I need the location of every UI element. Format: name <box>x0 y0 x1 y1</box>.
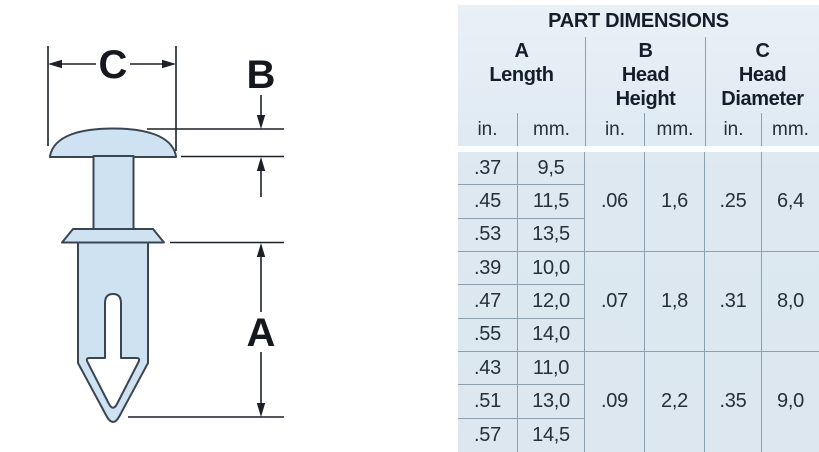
cell-b-mm: 1,8 <box>645 252 705 352</box>
unit-a-in: in. <box>458 113 518 146</box>
rivet-stem <box>94 156 134 230</box>
cell-a-mm: 12,0 <box>518 285 585 318</box>
cell-b-mm: 2,2 <box>645 352 705 452</box>
dim-c-arrowhead-left <box>48 60 62 68</box>
unit-a-mm: mm. <box>533 118 570 140</box>
column-group-c <box>705 37 819 113</box>
table-body <box>458 152 819 452</box>
cell-a-in: .43 <box>458 352 518 385</box>
cell-c-in: .31 <box>705 252 762 352</box>
column-name-b-line2: Height <box>615 88 676 110</box>
column-group-b <box>585 37 705 113</box>
dim-b-arrowhead-down <box>257 115 265 129</box>
column-name-a: Length <box>489 64 554 86</box>
cell-a-in: .53 <box>458 219 518 252</box>
cell-a-in: .57 <box>458 419 518 452</box>
dim-c-arrowhead-right <box>162 60 176 68</box>
cell-a-in: .55 <box>458 319 518 352</box>
cell-a-mm: 11,5 <box>518 185 585 218</box>
part-dimensions-table <box>458 5 819 452</box>
dim-label-length: A <box>246 311 276 355</box>
cell-a-in: .45 <box>458 185 518 218</box>
column-name-c-line2: Diameter <box>721 88 804 110</box>
cell-b-in: .06 <box>585 152 645 252</box>
cell-a-mm: 10,0 <box>518 252 585 285</box>
cell-a-in: .37 <box>458 152 518 185</box>
cell-c-in: .35 <box>705 352 762 452</box>
unit-b-in: in. <box>585 113 645 146</box>
cell-c-mm: 9,0 <box>777 390 804 413</box>
dim-label-head-diameter: C <box>98 43 128 87</box>
table-title: PART DIMENSIONS <box>548 9 729 32</box>
cell-b-in: .07 <box>585 252 645 352</box>
rivet-head <box>50 129 176 158</box>
dim-a-arrowhead-up <box>257 243 265 257</box>
column-name-b-line1: Head <box>621 64 670 86</box>
unit-b-mm: mm. <box>656 118 694 140</box>
cell-a-mm: 11,0 <box>518 352 585 385</box>
dim-label-head-height: B <box>246 53 276 97</box>
column-name-c-line1: Head <box>738 64 787 86</box>
table-header <box>458 5 819 146</box>
cell-a-in: .47 <box>458 285 518 318</box>
cell-c-mm: 8,0 <box>762 252 819 352</box>
cell-a-mm: 13,5 <box>518 219 585 252</box>
cell-c-in: .25 <box>705 152 762 252</box>
dim-b-arrowhead-up <box>257 157 265 171</box>
cell-b-mm: 1,6 <box>645 152 705 252</box>
cell-c-mm: 6,4 <box>762 152 819 252</box>
rivet-flange <box>62 229 164 243</box>
cell-a-in: .39 <box>458 252 518 285</box>
dim-a-arrowhead-down <box>257 403 265 417</box>
cell-a-mm: 14,5 <box>518 419 585 452</box>
column-letter-b: B <box>638 40 653 62</box>
cell-a-in: .51 <box>458 385 518 418</box>
cell-b-in: .09 <box>585 352 645 452</box>
column-letter-a: A <box>514 40 529 62</box>
cell-a-mm: 9,5 <box>518 152 585 185</box>
column-letter-c: C <box>755 40 770 62</box>
column-group-a <box>458 37 585 113</box>
unit-c-in: in. <box>705 113 762 146</box>
unit-c-mm: mm. <box>772 118 809 140</box>
cell-a-mm: 13,0 <box>518 385 585 418</box>
cell-a-mm: 14,0 <box>518 319 585 352</box>
